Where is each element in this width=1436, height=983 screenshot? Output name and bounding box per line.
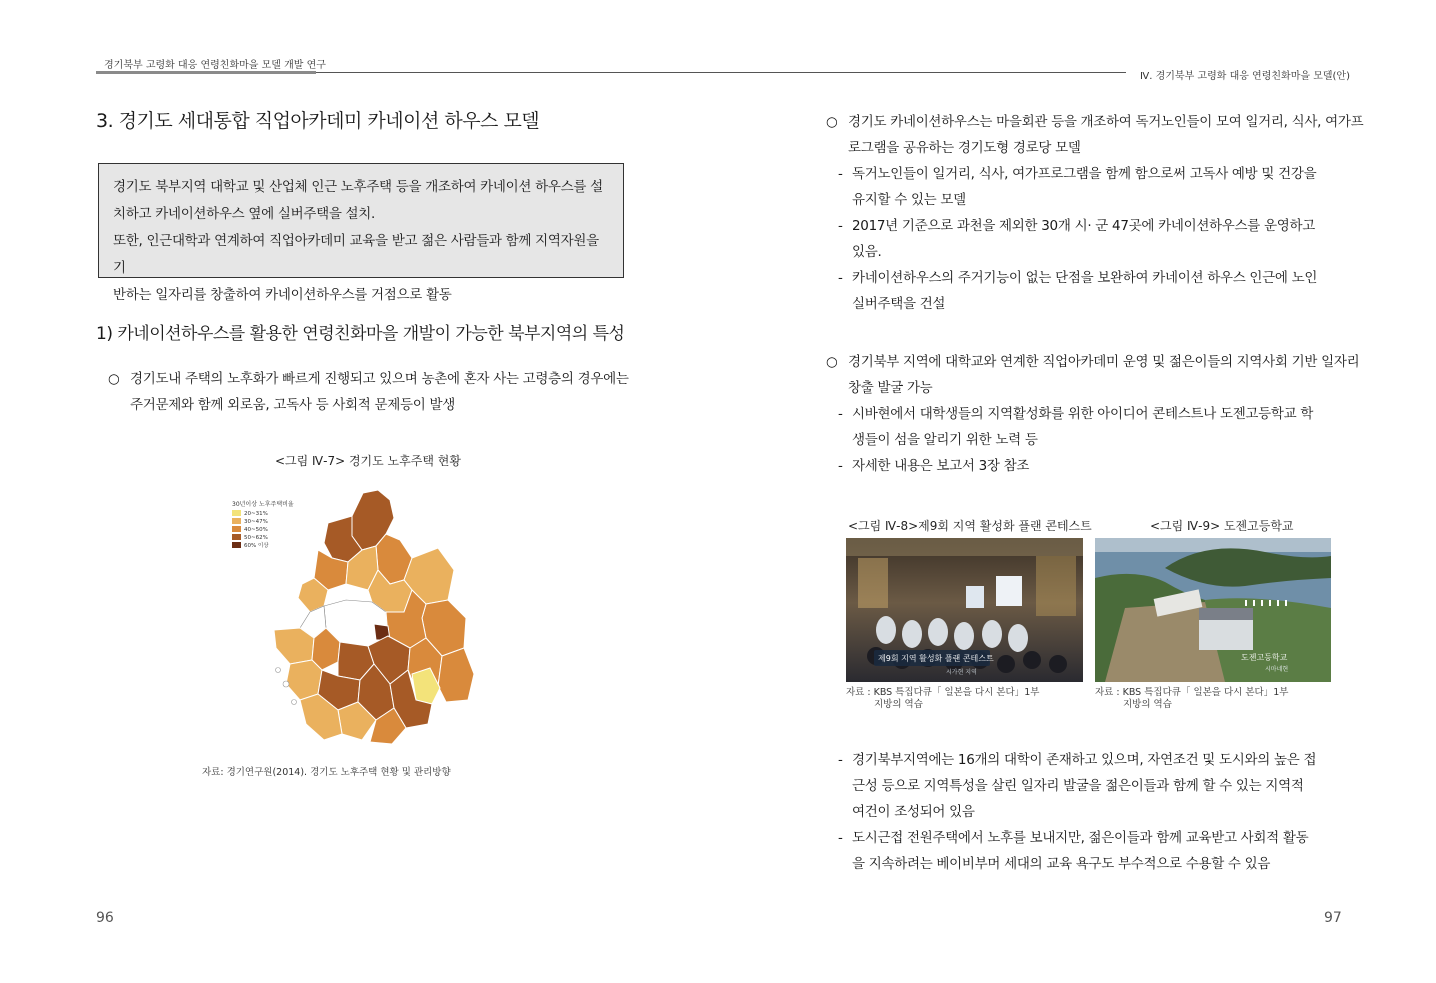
legend-label: 40~50% — [244, 527, 268, 533]
dash-item — [838, 161, 1348, 213]
summary-line: 반하는 일자리를 창출하여 카네이션하우스를 거점으로 활동 — [113, 287, 452, 303]
paragraph-line: 경기도 카네이션하우스는 마을회관 등을 개조하여 독거노인들이 모여 일거리, 식사, 여가프 — [848, 114, 1364, 130]
source-line: 지방의 역습 — [874, 699, 923, 710]
photo-school — [1095, 538, 1331, 682]
legend-title: 30년이상 노후주택비율 — [232, 501, 294, 508]
dash-bullet: - — [838, 270, 843, 286]
bullet-paragraph — [108, 366, 628, 418]
photo-contest — [846, 538, 1083, 682]
legend-label: 20~31% — [244, 511, 268, 517]
legend-swatch — [232, 526, 241, 532]
choropleth-map — [228, 488, 490, 746]
legend-label: 50~62% — [244, 535, 268, 541]
legend-swatch — [232, 534, 241, 540]
dash-line: 자세한 내용은 보고서 3장 참조 — [852, 458, 1030, 474]
header-rule-left — [96, 71, 316, 74]
map-island — [283, 681, 289, 687]
summary-line: 경기도 북부지역 대학교 및 산업체 인근 노후주택 등을 개조하여 카네이션 하우스를 설 — [113, 179, 603, 195]
gyeonggi-map-figure — [228, 488, 490, 746]
school-overlay-sub: 시마네현 — [1265, 666, 1289, 673]
running-header-right: Ⅳ. 경기북부 고령화 대응 연령친화마을 모델(안) — [1140, 71, 1350, 82]
dash-item — [838, 213, 1348, 265]
dash-bullet: - — [838, 218, 843, 234]
circle-bullet-icon: ○ — [826, 114, 838, 130]
map-island — [276, 668, 281, 673]
circle-bullet-icon: ○ — [826, 354, 838, 370]
school-aerial-image — [1095, 538, 1331, 682]
header-rule — [316, 72, 1126, 73]
paragraph-line: 로그램을 공유하는 경기도형 경로당 모델 — [848, 140, 1081, 156]
dash-bullet: - — [838, 406, 843, 422]
dash-line: 카네이션하우스의 주거기능이 없는 단점을 보완하여 카네이션 하우스 인근에 노인 — [852, 270, 1318, 286]
dash-line: 유지할 수 있는 모델 — [852, 192, 966, 208]
dash-item — [838, 453, 1348, 479]
contest-hall-image — [846, 538, 1083, 682]
source-line: 지방의 역습 — [1123, 699, 1172, 710]
dash-item — [838, 825, 1348, 877]
map-island — [292, 700, 297, 705]
figure-caption-8: <그림 Ⅳ-8>제9회 지역 활성화 플랜 콘테스트 — [848, 519, 1092, 533]
dash-line: 경기북부지역에는 16개의 대학이 존재하고 있으며, 자연조건 및 도시와의 높은 접 — [852, 752, 1317, 768]
contest-overlay-text: 제9회 지역 활성화 플랜 콘테스트 — [878, 654, 994, 663]
dash-line: 독거노인들이 일거리, 식사, 여가프로그램을 함께 함으로써 고독사 예방 및 건강을 — [852, 166, 1317, 182]
page-number-right: 97 — [1324, 910, 1342, 926]
legend-label: 30~47% — [244, 519, 268, 525]
figure-source-8 — [846, 687, 1039, 711]
paragraph-line: 경기북부 지역에 대학교와 연계한 직업아카데미 운영 및 젊은이들의 지역사회 기반 일자리 — [848, 354, 1360, 370]
summary-line: 또한, 인근대학과 연계하여 직업아카데미 교육을 받고 젊은 사람들과 함께 지역자원을 기 — [113, 233, 599, 276]
dash-item — [838, 747, 1348, 825]
dash-item — [838, 265, 1348, 317]
dash-bullet: - — [838, 830, 843, 846]
dash-line: 실버주택을 건설 — [852, 296, 946, 312]
figure-source: 자료: 경기연구원(2014). 경기도 노후주택 현황 및 관리방향 — [202, 767, 451, 778]
source-line: 자료 : KBS 특집다큐「 일본을 다시 본다」1부 — [846, 687, 1040, 698]
page-number-left: 96 — [96, 910, 114, 926]
dash-bullet: - — [838, 458, 843, 474]
paragraph-line: 경기도내 주택의 노후화가 빠르게 진행되고 있으며 농촌에 혼자 사는 고령층의 경우에는 — [130, 371, 629, 387]
paragraph-line: 주거문제와 함께 외로움, 고독사 등 사회적 문제등이 발생 — [130, 397, 455, 413]
figure-source-9 — [1095, 687, 1288, 711]
bullet-block-carnation — [826, 109, 1364, 161]
legend-label: 60% 이상 — [244, 543, 269, 549]
dash-line: 도시근접 전원주택에서 노후를 보내지만, 젊은이들과 함께 교육받고 사회적 활동 — [852, 830, 1309, 846]
dash-line: 을 지속하려는 베이비부머 세대의 교육 욕구도 부수적으로 수용할 수 있음 — [852, 856, 1271, 872]
dash-line: 있음. — [852, 244, 882, 260]
source-line: 자료 : KBS 특집다큐「 일본을 다시 본다」1부 — [1095, 687, 1289, 698]
summary-line: 치하고 카네이션하우스 옆에 실버주택을 설치. — [113, 206, 376, 222]
paragraph-line: 창출 발굴 가능 — [848, 380, 933, 396]
contest-overlay-sub: 시가현 지역 — [946, 669, 977, 676]
dash-line: 여건이 조성되어 있음 — [852, 804, 975, 820]
legend-swatch — [232, 518, 241, 524]
legend-swatch — [232, 542, 241, 548]
dash-line: 근성 등으로 지역특성을 살린 일자리 발굴을 젊은이들과 함께 할 수 있는 지역적 — [852, 778, 1304, 794]
dash-line: 생들이 섬을 알리기 위한 노력 등 — [852, 432, 1038, 448]
bullet-block-academy — [826, 349, 1360, 401]
school-overlay-text: 도젠고등학교 — [1241, 653, 1288, 662]
dash-bullet: - — [838, 752, 843, 768]
dash-item — [838, 401, 1348, 453]
figure-caption: <그림 Ⅳ-7> 경기도 노후주택 현황 — [275, 454, 461, 468]
dash-bullet: - — [838, 166, 843, 182]
circle-bullet-icon: ○ — [108, 371, 120, 387]
summary-box — [98, 163, 624, 303]
dash-line: 2017년 기준으로 과천을 제외한 30개 시· 군 47곳에 카네이션하우스를 운영하고 — [852, 218, 1315, 234]
figure-caption-9: <그림 Ⅳ-9> 도젠고등학교 — [1150, 519, 1294, 533]
running-header-left: 경기북부 고령화 대응 연령친화마을 모델 개발 연구 — [104, 60, 326, 71]
subsection-title: 1) 카네이션하우스를 활용한 연령친화마을 개발이 가능한 북부지역의 특성 — [96, 324, 625, 344]
dash-line: 시바현에서 대학생들의 지역활성화를 위한 아이디어 콘테스트나 도젠고등학교 학 — [852, 406, 1314, 422]
legend-swatch — [232, 510, 241, 516]
section-title: 3. 경기도 세대통합 직업아카데미 카네이션 하우스 모델 — [96, 110, 540, 132]
